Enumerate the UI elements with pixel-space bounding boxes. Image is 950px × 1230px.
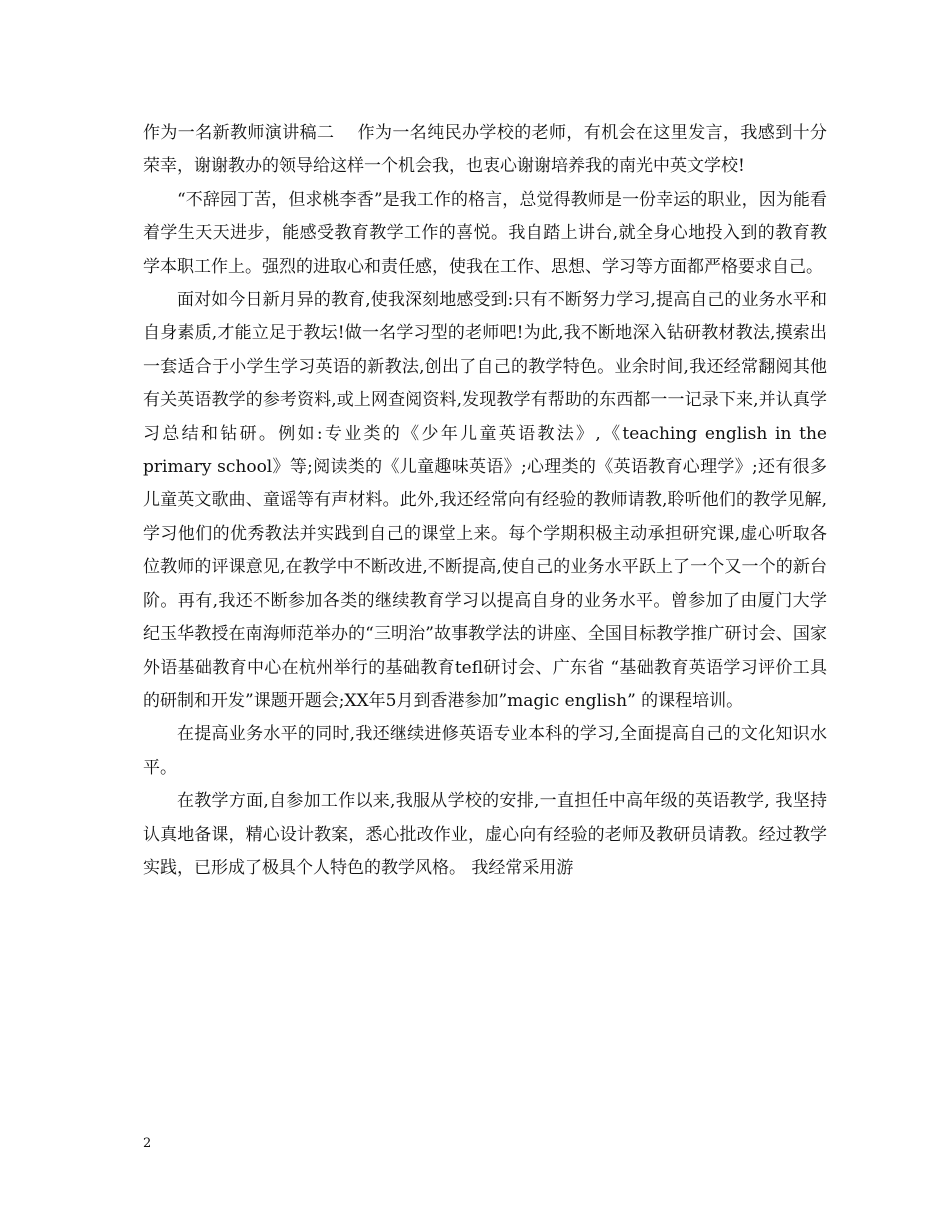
paragraph-teaching: 在教学方面,自参加工作以来,我服从学校的安排,一直担任中高年级的英语教学, 我坚持认真地备课，精心设计教案，悉心批改作业，虚心向有经验的老师及教研员请教。经过教学实践，已形成了极具个人特色的教学风格。 我经常采用游: [143, 791, 827, 878]
paragraph-further-study: 在提高业务水平的同时,我还继续进修英语专业本科的学习,全面提高自己的文化知识水平。: [143, 724, 827, 778]
document-body: [143, 117, 833, 885]
paragraph-motto: “不辞园丁苦，但求桃李香”是我工作的格言，总觉得教师是一份幸运的职业，因为能看着学生天天进步，能感受教育教学工作的喜悦。我自踏上讲台,就全身心地投入到的教育教学本职工作上。强烈的进取心和责任感，使我在工作、思想、学习等方面都严格要求自己。: [143, 189, 827, 277]
paragraph-learning: 面对如今日新月异的教育,使我深刻地感受到:只有不断努力学习,提高自己的业务水平和自身素质,才能立足于教坛!做一名学习型的老师吧!为此,我不断地深入钻研教材教法,摸索出一套适合于小学生学习英语的新教法,创出了自己的教学特色。业余时间,我还经常翻阅其他有关英语教学的参考资料,或上网查阅资料,发现教学有帮助的东西都一一记录下来,并认真学习总结和钻研。例如:专业类的《少年儿童英语教法》,《teaching english in the primary school》等;阅读类的《儿童趣味英语》;心理类的《英语教育心理学》;还有很多儿童英文歌曲、童谣等有声材料。此外,我还经常向有经验的教师请教,聆听他们的教学见解,学习他们的优秀教法并实践到自己的课堂上来。每个学期积极主动承担研究课,虚心听取各位教师的评课意见,在教学中不断改进,不断提高,使自己的业务水平跃上了一个又一个的新台阶。再有,我还不断参加各类的继续教育学习以提高自身的业务水平。曾参加了由厦门大学纪玉华教授在南海师范举办的“三明治”故事教学法的讲座、全国目标教学推广研讨会、国家外语基础教育中心在杭州举行的基础教育tefl研讨会、广东省 “基础教育英语学习评价工具的研制和开发”课题开题会;XX年5月到香港参加”magic english” 的课程培训。: [143, 290, 833, 711]
page-number: 2: [143, 1136, 152, 1151]
paragraph-intro: 作为一名新教师演讲稿二 作为一名纯民办学校的老师，有机会在这里发言，我感到十分荣幸，谢谢教办的领导给这样一个机会我，也衷心谢谢培养我的南光中英文学校!: [143, 123, 827, 177]
